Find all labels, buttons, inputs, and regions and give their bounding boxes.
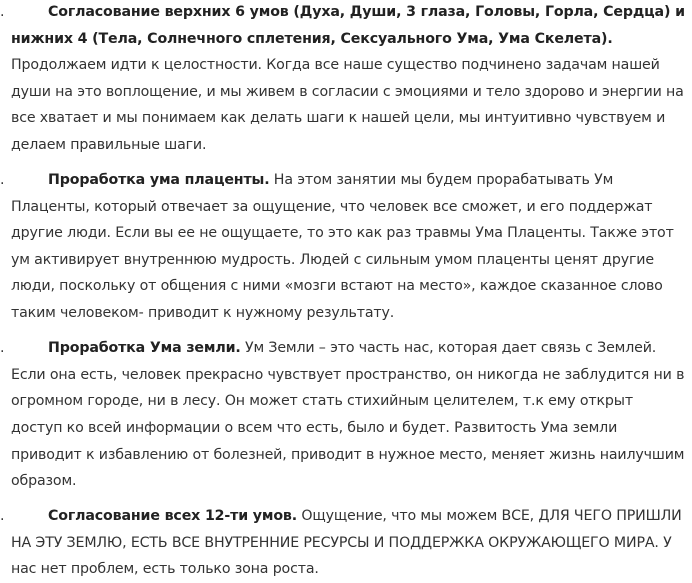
list-marker: .	[0, 340, 5, 357]
item-heading: Проработка Ума земли.	[48, 340, 241, 357]
item-heading: Согласование верхних 6 умов (Духа, Души, 3 глаза, Головы, Горла, Сердца) и нижних 4 (Тела, Солнечного сплетения, Сексуального Ума, Ума Скелета).	[11, 4, 685, 47]
item-text: На этом занятии мы будем прорабатывать Ум Плаценты, который отвечает за ощущение, что человек все сможет, и его поддержат другие люди. Если вы ее не ощущаете, то это как раз травмы Ума Плаценты. Также этот ум активирует внутреннюю мудрость. Людей с сильным умом плаценты ценят другие люди, поскольку от общения с ними «мозги встают на место», каждое сказанное слово таким человеком- приводит к нужному результату.	[11, 172, 674, 322]
list-item	[0, 167, 692, 327]
list-item	[0, 335, 692, 495]
item-text: Ощущение, что мы можем ВСЕ, ДЛЯ ЧЕГО ПРИШЛИ НА ЭТУ ЗЕМЛЮ, ЕСТЬ ВСЕ ВНУТРЕННИЕ РЕСУРСЫ И ПОДДЕРЖКА ОКРУЖАЮЩЕГО МИРА. У нас нет проблем, есть только зона роста.	[11, 508, 682, 578]
list-item	[0, 503, 692, 583]
list-marker: .	[0, 4, 5, 20]
list-marker: .	[0, 508, 5, 525]
item-text: Продолжаем идти к целостности. Когда все наше существо подчинено задачам нашей души на это воплощение, и мы живем в согласии с эмоциями и тело здорово и энергии на все хватает и мы понимаем как делать шаги к нашей цели, мы интуитивно чувствуем и делаем правильные шаги.	[11, 57, 684, 153]
item-text: Ум Земли – это часть нас, которая дает связь с Землей. Если она есть, человек прекрасно чувствует пространство, он никогда не заблудится ни в огромном городе, ни в лесу. Он может стать стихийным целителем, т.к ему открыт доступ ко всей информации о всем что есть, было и будет. Развитость Ума земли приводит к избавлению от болезней, приводит в нужное место, меняет жизнь наилучшим образом.	[11, 340, 685, 490]
list-marker: .	[0, 172, 5, 189]
item-heading: Проработка ума плаценты.	[48, 172, 270, 189]
list-item	[0, 0, 692, 159]
item-heading: Согласование всех 12-ти умов.	[48, 508, 297, 525]
